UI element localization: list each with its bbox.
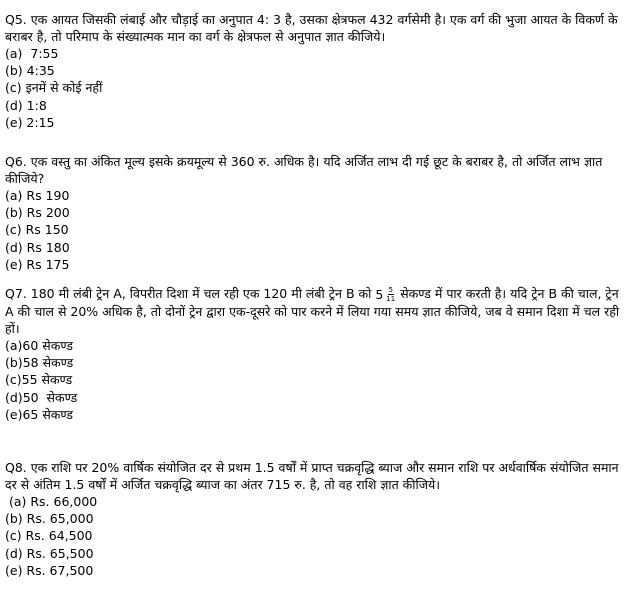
option-e: (e)65 सेकण्ड bbox=[5, 406, 73, 422]
option-a: (a)60 सेकण्ड bbox=[5, 338, 73, 353]
fraction-numerator: 5 bbox=[388, 286, 393, 294]
option-d: (d)50 सेकण्ड bbox=[5, 389, 78, 405]
question-q6 bbox=[5, 153, 623, 273]
option-a: (a) Rs 190 bbox=[5, 188, 70, 203]
question-text: Q5. एक आयत जिसकी लंबाई और चौड़ाई का अनुपात 4: 3 है, उसका क्षेत्रफल 432 वर्गसेमी है। एक वर्ग की भुजा आयत के विकर्ण के बराबर है, तो परिमाप के संख्यात्मक मान का वर्ग के क्षेत्रफल से अनुपात ज्ञात कीजिये। bbox=[5, 12, 618, 44]
option-c: (c) Rs. 64,500 bbox=[5, 528, 93, 544]
question-text: Q6. एक वस्तु का अंकित मूल्य इसके क्रयमूल्य से 360 रु. अधिक है। यदि अर्जित लाभ दी गई छूट के बराबर है, तो अर्जित लाभ ज्ञात कीजिये? bbox=[5, 154, 603, 186]
option-e: (e) 2:15 bbox=[5, 114, 55, 130]
option-e: (e) Rs. 67,500 bbox=[5, 562, 94, 578]
question-q7 bbox=[5, 285, 623, 423]
option-b: (b) 4:35 bbox=[5, 63, 55, 79]
option-c: (c)55 सेकण्ड bbox=[5, 372, 73, 388]
option-c: (c) Rs 150 bbox=[5, 222, 69, 238]
option-b: (b)58 सेकण्ड bbox=[5, 355, 74, 371]
option-e: (e) Rs 175 bbox=[5, 256, 70, 272]
fraction-denominator: 11 bbox=[386, 295, 396, 303]
option-b: (b) Rs. 65,000 bbox=[5, 511, 94, 527]
option-d: (d) 1:8 bbox=[5, 97, 47, 113]
fraction-whole: 5 bbox=[375, 287, 384, 302]
option-d: (d) Rs 180 bbox=[5, 239, 70, 255]
mixed-fraction bbox=[375, 286, 396, 303]
question-q5 bbox=[5, 11, 623, 131]
question-text bbox=[5, 285, 623, 337]
option-b: (b) Rs 200 bbox=[5, 205, 70, 221]
option-c: (c) इनमें से कोई नहीं bbox=[5, 80, 103, 96]
question-text: Q8. एक राशि पर 20% वार्षिक संयोजित दर से प्रथम 1.5 वर्षों में प्राप्त चक्रवृद्धि ब्याज और समान राशि पर अर्धवार्षिक संयोजित समान दर से अंतिम 1.5 वर्षों में अर्जित चक्रवृद्धि ब्याज का अंतर 715 रु. है, तो वह राशि ज्ञात कीजिये। bbox=[5, 460, 619, 492]
option-a: (a) Rs. 66,000 bbox=[5, 494, 98, 509]
option-d: (d) Rs. 65,500 bbox=[5, 545, 94, 561]
question-text-after: सेकण्ड में पार करती है। यदि ट्रेन B की चाल, ट्रेन A की चाल से 20% अधिक है, तो दोनों ट्रेन द्वारा एक-दूसरे को पार करने में लिया गया समय ज्ञात कीजिये, जब वे समान दिशा में चल रही हों। bbox=[5, 286, 620, 336]
question-q8 bbox=[5, 459, 623, 579]
question-text-before: Q7. 180 मी लंबी ट्रेन A, विपरीत दिशा में चल रही एक 120 मी लंबी ट्रेन B को bbox=[5, 286, 372, 301]
option-a: (a) 7:55 bbox=[5, 46, 59, 61]
